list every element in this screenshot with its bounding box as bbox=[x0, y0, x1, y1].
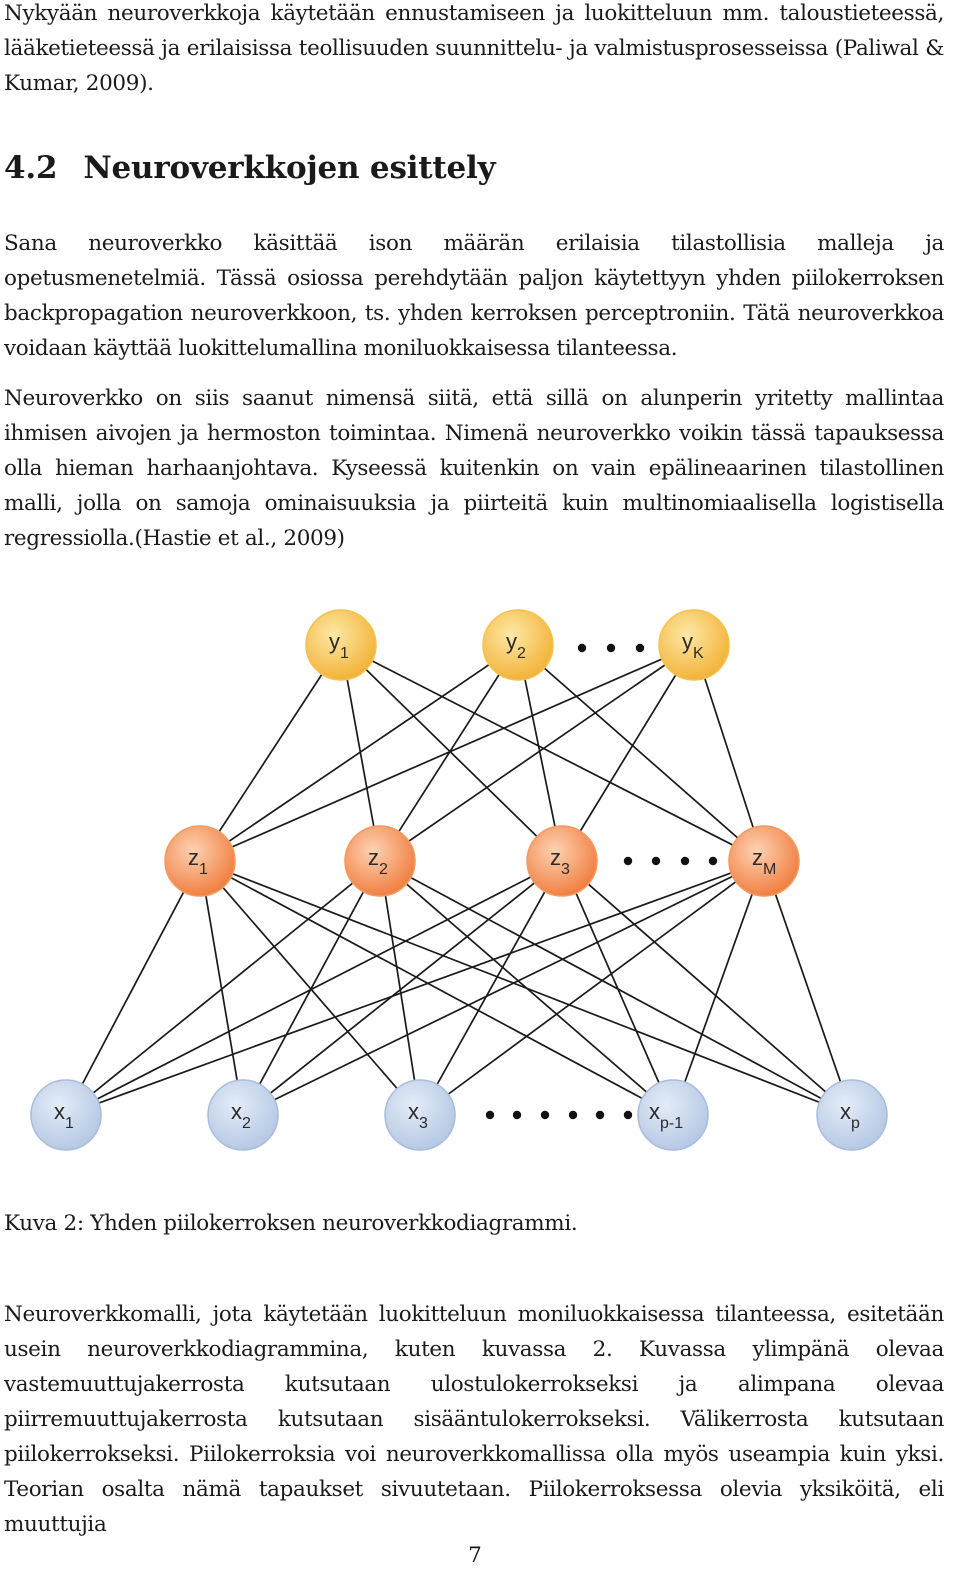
input-node-xp-1 bbox=[638, 1080, 708, 1150]
edge-input-4-hidden-0 bbox=[200, 861, 852, 1115]
edge-hidden-1-output-1 bbox=[380, 645, 518, 861]
input-ellipsis-dot-3 bbox=[569, 1111, 577, 1119]
output-node-y2 bbox=[483, 610, 553, 680]
edge-input-1-hidden-0 bbox=[200, 861, 243, 1115]
section-title: Neuroverkkojen esittely bbox=[83, 150, 496, 186]
input-ellipsis-dot-5 bbox=[624, 1111, 632, 1119]
page-number: 7 bbox=[468, 1543, 482, 1568]
edge-hidden-1-output-2 bbox=[380, 645, 694, 861]
edge-input-4-hidden-1 bbox=[380, 861, 852, 1115]
input-node-label: $x_{p-1}$ bbox=[649, 1099, 684, 1132]
hidden-ellipsis-dot-2 bbox=[681, 857, 689, 865]
input-node-label: $x_p$ bbox=[840, 1099, 860, 1132]
output-ellipsis-dot-0 bbox=[578, 644, 586, 652]
edge-input-2-hidden-0 bbox=[200, 861, 420, 1115]
edge-input-0-hidden-0 bbox=[66, 861, 200, 1115]
input-node-label: $x_2$ bbox=[231, 1099, 251, 1132]
edge-hidden-0-output-1 bbox=[200, 645, 518, 861]
section-heading bbox=[4, 150, 495, 186]
output-node-yK bbox=[659, 610, 729, 680]
output-ellipsis-dot-1 bbox=[607, 644, 615, 652]
paragraph-diagram-explanation: Neuroverkkomalli, jota käytetään luokitteluun moniluokkaisessa tilanteessa, esitetään usein neuroverkkodiagrammina, kuten kuvassa 2. Kuvassa ylimpänä olevaa vastemuuttujakerrosta kutsutaan ulostulokerrokseksi ja alimpana olevaa piirremuuttujakerrosta kutsutaan sisääntulokerrokseksi. Välikerrosta kutsutaan piilokerrokseksi. Piilokerroksia voi neuroverkkomallissa olla myös useampia kuin yksi. Teorian osalta nämä tapaukset sivuutetaan. Piilokerroksessa olevia yksiköitä, eli muuttujia bbox=[4, 1302, 944, 1537]
network-nodes bbox=[31, 610, 887, 1150]
output-node-y1 bbox=[306, 610, 376, 680]
edge-input-2-hidden-3 bbox=[420, 861, 764, 1115]
input-ellipsis-dot-0 bbox=[486, 1111, 494, 1119]
input-node-xp bbox=[817, 1080, 887, 1150]
hidden-ellipsis-dot-3 bbox=[709, 857, 717, 865]
output-node-label: $y_1$ bbox=[329, 629, 349, 662]
input-node-label: $x_1$ bbox=[54, 1099, 74, 1132]
paragraph-intro: Nykyään neuroverkkoja käytetään ennustamiseen ja luokitteluun mm. taloustieteessä, lääketieteessä ja erilaisissa teollisuuden suunnittelu- ja valmistusprosesseissa (Paliwal & Kumar, 2009). bbox=[4, 1, 944, 96]
output-node-label: $y_2$ bbox=[506, 629, 526, 662]
paragraph-naming: Neuroverkko on siis saanut nimensä siitä, että sillä on alunperin yritetty mallintaa ihmisen aivojen ja hermoston toimintaa. Nimenä neuroverkko voikin tässä tapauksessa olla hieman harhaanjohtava. Kyseessä kuitenkin on vain epälineaarinen tilastollinen malli, jolla on samoja ominaisuuksia ja piirteitä kuin multinomiaalisella logistisella regressiolla.(Hastie et al., 2009) bbox=[4, 386, 944, 551]
hidden-node-z3 bbox=[527, 826, 597, 896]
output-node-label: $y_K$ bbox=[682, 629, 704, 662]
section-number: 4.2 bbox=[4, 150, 58, 186]
edge-input-0-hidden-3 bbox=[66, 861, 764, 1115]
output-ellipsis-dot-2 bbox=[636, 644, 644, 652]
edge-input-1-hidden-2 bbox=[243, 861, 562, 1115]
input-ellipsis-dot-2 bbox=[541, 1111, 549, 1119]
hidden-ellipsis-dot-0 bbox=[624, 857, 632, 865]
hidden-ellipsis-dot-1 bbox=[652, 857, 660, 865]
figure-caption: Kuva 2: Yhden piilokerroksen neuroverkkodiagrammi. bbox=[4, 1211, 578, 1236]
neural-network-diagram bbox=[0, 590, 960, 1165]
edge-input-1-hidden-1 bbox=[243, 861, 380, 1115]
input-node-x1 bbox=[31, 1080, 101, 1150]
hidden-node-label: $z_1$ bbox=[188, 845, 208, 878]
edge-input-2-hidden-2 bbox=[420, 861, 562, 1115]
input-node-x2 bbox=[208, 1080, 278, 1150]
input-node-x3 bbox=[385, 1080, 455, 1150]
paragraph-definition: Sana neuroverkko käsittää ison määrän erilaisia tilastollisia malleja ja opetusmenetelmiä. Tässä osiossa perehdytään paljon käytettyyn yhden piilokerroksen backpropagation neuroverkkoon, ts. yhden kerroksen perceptroniin. Tätä neuroverkkoa voidaan käyttää luokittelumallina moniluokkaisessa tilanteessa. bbox=[4, 231, 944, 361]
input-node-label: $x_3$ bbox=[408, 1099, 428, 1132]
hidden-node-label: $z_3$ bbox=[550, 845, 570, 878]
edge-hidden-2-output-2 bbox=[562, 645, 694, 861]
edge-hidden-0-output-0 bbox=[200, 645, 341, 861]
edge-input-3-hidden-0 bbox=[200, 861, 673, 1115]
edge-input-0-hidden-1 bbox=[66, 861, 380, 1115]
hidden-node-label: $z_2$ bbox=[368, 845, 388, 878]
edge-input-0-hidden-2 bbox=[66, 861, 562, 1115]
edge-hidden-0-output-2 bbox=[200, 645, 694, 861]
input-ellipsis-dot-1 bbox=[513, 1111, 521, 1119]
hidden-node-zM bbox=[729, 826, 799, 896]
hidden-node-z1 bbox=[165, 826, 235, 896]
input-ellipsis-dot-4 bbox=[596, 1111, 604, 1119]
hidden-node-label: $z_M$ bbox=[752, 845, 777, 878]
hidden-node-z2 bbox=[345, 826, 415, 896]
